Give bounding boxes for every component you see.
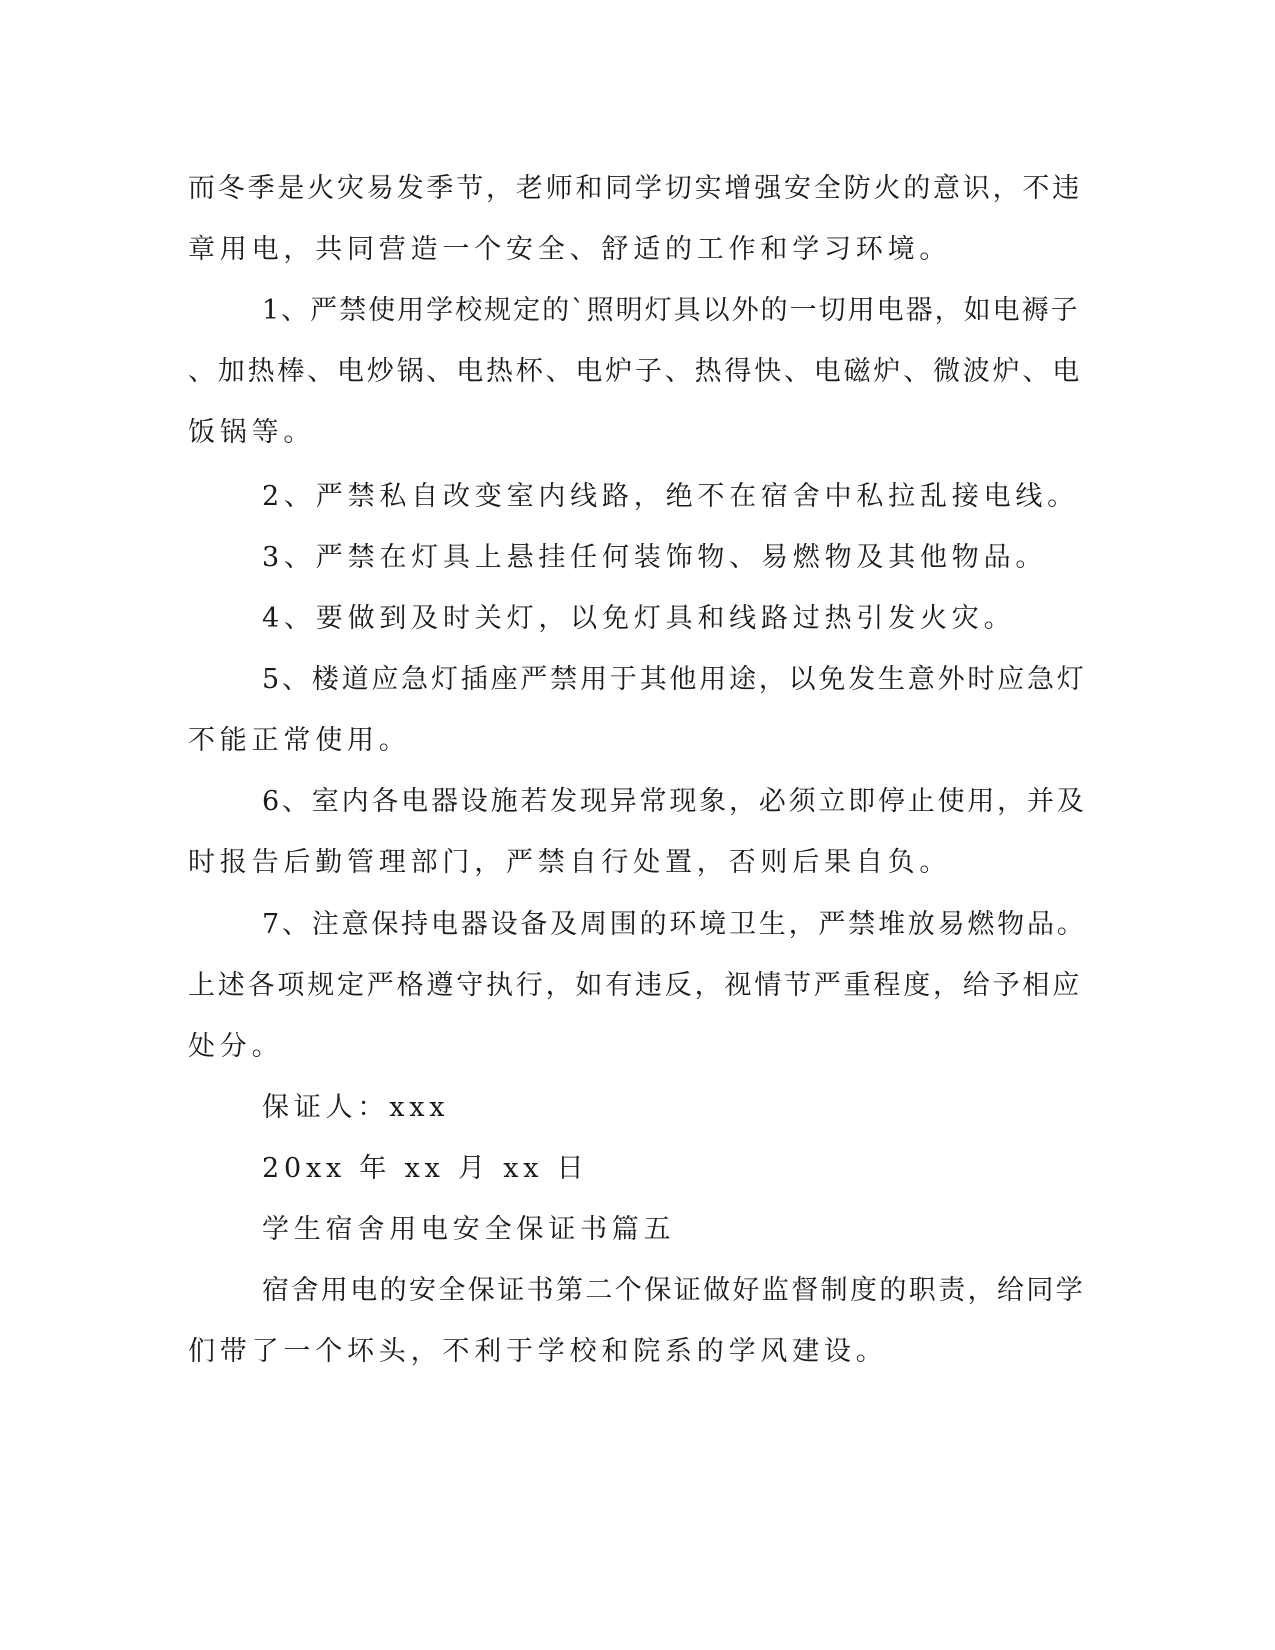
rule-item-1-line: 饭锅等。 <box>188 417 316 448</box>
rule-item-3-line: 3、严禁在灯具上悬挂任何装饰物、易燃物及其他物品。 <box>262 542 1048 573</box>
guarantor-line: 保证人：xxx <box>262 1092 450 1123</box>
rule-item-6-line: 6、室内各电器设施若发现异常现象，必须立即停止使用，并及 <box>262 786 1087 817</box>
rule-item-4-line: 4、要做到及时关灯，以免灯具和线路过热引发火灾。 <box>262 603 1016 634</box>
rule-item-1-line: 1、严禁使用学校规定的`照明灯具以外的一切用电器，如电褥子 <box>262 295 1080 326</box>
rule-item-6-line: 时报告后勤管理部门，严禁自行处置，否则后果自负。 <box>188 847 952 878</box>
paragraph-line: 处分。 <box>188 1031 284 1062</box>
paragraph-line: 而冬季是火灾易发季节，老师和同学切实增强安全防火的意识，不违 <box>188 173 1082 204</box>
rule-item-1-line: 、加热棒、电炒锅、电热杯、电炉子、热得快、电磁炉、微波炉、电 <box>188 356 1082 387</box>
paragraph-line: 章用电，共同营造一个安全、舒适的工作和学习环境。 <box>188 234 952 265</box>
rule-item-2-line: 2、严禁私自改变室内线路，绝不在宿舍中私拉乱接电线。 <box>262 481 1079 512</box>
paragraph-line: 上述各项规定严格遵守执行，如有违反，视情节严重程度，给予相应 <box>188 970 1082 1001</box>
rule-item-5-line: 5、楼道应急灯插座严禁用于其他用途，以免发生意外时应急灯 <box>262 664 1087 695</box>
date-line: 20xx 年 xx 月 xx 日 <box>262 1153 589 1184</box>
rule-item-5-line: 不能正常使用。 <box>188 725 411 756</box>
section-title: 学生宿舍用电安全保证书篇五 <box>262 1214 676 1245</box>
paragraph-line: 宿舍用电的安全保证书第二个保证做好监督制度的职责，给同学 <box>262 1275 1086 1306</box>
rule-item-7-line: 7、注意保持电器设备及周围的环境卫生，严禁堆放易燃物品。 <box>262 909 1087 940</box>
paragraph-line: 们带了一个坏头，不利于学校和院系的学风建设。 <box>188 1336 888 1367</box>
